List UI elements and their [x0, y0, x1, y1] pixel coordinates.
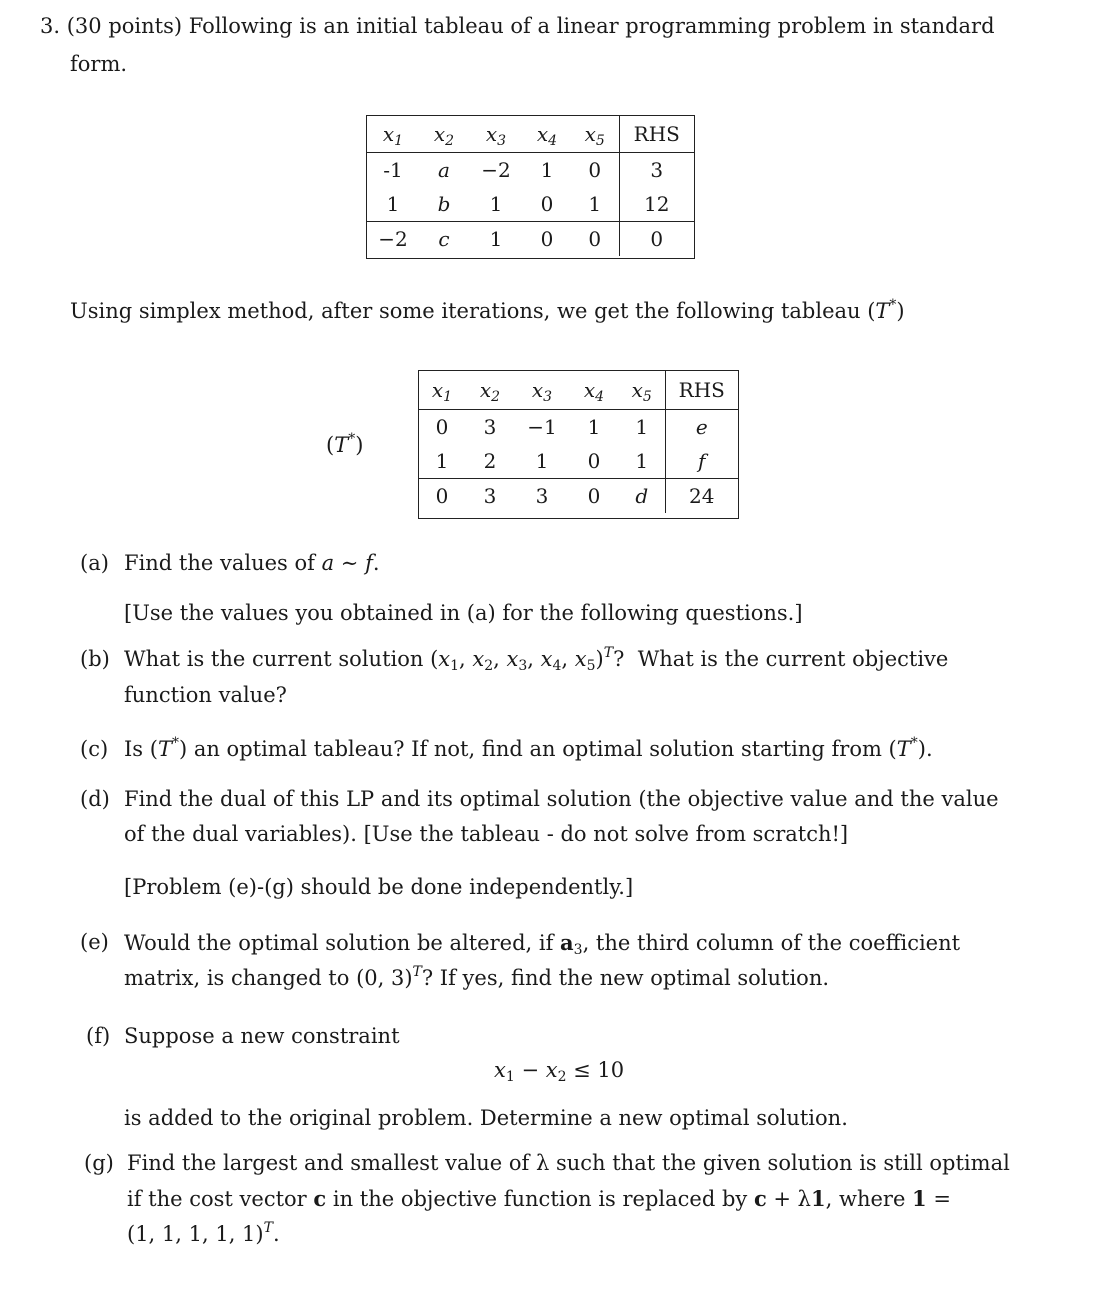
problem-number-text: 3. [40, 14, 61, 38]
table-cell: d [619, 478, 665, 513]
tableau-label: (T*) [326, 431, 364, 457]
initial-header-x4: $x_4$ [523, 116, 571, 152]
question-f-line1: Suppose a new constraint [124, 1024, 400, 1048]
question-b-line1: What is the current solution ($x_1$, $x_2$, $x_3$, $x_4$, $x_5)^T$? What is the current objective [124, 645, 949, 674]
current-header-x2: $x_2$ [465, 371, 515, 409]
question-c-text: Is (T*) an optimal tableau? If not, find an optimal solution starting from (T*). [124, 735, 933, 761]
question-e-line2: matrix, is changed to (0, 3)$^T$? If yes, find the new optimal solution. [124, 964, 830, 990]
table-cell: 1 [489, 191, 503, 216]
question-a-text: Find the values of a ∼ f. [124, 551, 380, 575]
question-g-label: (g) [84, 1151, 114, 1175]
table-cell: −2 [481, 157, 511, 182]
question-d-label: (d) [80, 787, 110, 811]
table-cell: b [437, 191, 451, 216]
initial-header-x2: $x_2$ [419, 116, 469, 152]
question-f-label: (f) [86, 1024, 111, 1048]
initial-tableau-row-1 [367, 152, 694, 187]
table-cell: −1 [527, 414, 557, 439]
question-e-label: (e) [80, 930, 109, 954]
table-cell: 1 [588, 191, 602, 216]
table-cell: 0 [523, 221, 571, 256]
table-cell: 2 [483, 448, 497, 473]
current-tableau-table [419, 371, 738, 513]
question-d-line1: Find the dual of this LP and its optimal solution (the objective value and the value [124, 787, 999, 811]
question-e-line1: Would the optimal solution be altered, if $a_3$, the third column of the coefficient [124, 930, 961, 958]
question-g-line3: (1, 1, 1, 1, 1)$^T$. [127, 1220, 280, 1246]
after-iterations-text: Using simplex method, after some iterations, we get the following tableau (T*) [70, 297, 905, 323]
initial-header-x5: $x_5$ [571, 116, 619, 152]
table-cell: 1 [540, 157, 554, 182]
note-independent: [Problem (e)-(g) should be done independently.] [124, 875, 634, 899]
table-cell: 0 [569, 478, 619, 513]
current-header-rhs: RHS [665, 371, 738, 409]
table-cell: -1 [383, 157, 403, 182]
table-cell: 1 [535, 448, 549, 473]
table-cell: 0 [587, 448, 601, 473]
question-f-line2: is added to the original problem. Determine a new optimal solution. [124, 1106, 848, 1130]
question-a-label: (a) [80, 551, 109, 575]
table-cell: 1 [469, 221, 523, 256]
table-cell: 12 [619, 187, 694, 222]
question-g-line2: if the cost vector c in the objective function is replaced by c + λ1, where 1 = [127, 1186, 951, 1211]
note-use-values: [Use the values you obtained in (a) for the following questions.] [124, 601, 803, 625]
current-header-x4: $x_4$ [569, 371, 619, 409]
table-cell: 1 [386, 191, 400, 216]
table-cell: 3 [483, 414, 497, 439]
table-cell: 0 [540, 191, 554, 216]
question-c-label: (c) [80, 737, 109, 761]
initial-header-rhs: RHS [619, 116, 694, 152]
current-tableau-row-1 [419, 409, 738, 444]
initial-tableau-objective-row [367, 221, 694, 256]
problem-points: (30 points) [66, 14, 183, 38]
table-cell: 1 [635, 414, 649, 439]
table-cell: 3 [465, 478, 515, 513]
question-b-label: (b) [80, 647, 110, 671]
table-cell: 3 [515, 478, 569, 513]
table-cell: 0 [571, 221, 619, 256]
current-tableau [418, 370, 739, 519]
initial-tableau-row-2 [367, 187, 694, 222]
initial-tableau [366, 115, 695, 259]
table-cell: 0 [419, 478, 465, 513]
table-cell: 1 [587, 414, 601, 439]
table-cell: 0 [588, 157, 602, 182]
question-g-line1: Find the largest and smallest value of λ such that the given solution is still optimal [127, 1151, 1010, 1175]
initial-tableau-header-row [367, 116, 694, 152]
initial-header-x3: $x_3$ [469, 116, 523, 152]
question-b-line2: function value? [124, 683, 287, 707]
current-tableau-header-row [419, 371, 738, 409]
problem-intro-line1: Following is an initial tableau of a linear programming problem in standard [188, 14, 995, 38]
table-cell: c [419, 221, 469, 256]
current-tableau-objective-row [419, 478, 738, 513]
initial-tableau-table [367, 116, 694, 256]
table-cell: e [665, 409, 738, 444]
table-cell: 24 [665, 478, 738, 513]
table-cell: 1 [635, 448, 649, 473]
table-cell: −2 [367, 221, 419, 256]
initial-header-x1: $x_1$ [367, 116, 419, 152]
question-d-line2: of the dual variables). [Use the tableau - do not solve from scratch!] [124, 822, 849, 846]
new-constraint: $x_1 - x_2 \le 10$ [494, 1058, 625, 1085]
table-cell: f [665, 444, 738, 479]
current-header-x5: $x_5$ [619, 371, 665, 409]
table-cell: a [438, 157, 450, 182]
current-header-x3: $x_3$ [515, 371, 569, 409]
table-cell: 3 [619, 152, 694, 187]
table-cell: 1 [435, 448, 449, 473]
problem-intro-line2: form. [70, 52, 128, 76]
current-tableau-row-2 [419, 444, 738, 479]
problem-number [40, 14, 995, 38]
table-cell: 0 [619, 221, 694, 256]
current-header-x1: $x_1$ [419, 371, 465, 409]
table-cell: 0 [435, 414, 449, 439]
